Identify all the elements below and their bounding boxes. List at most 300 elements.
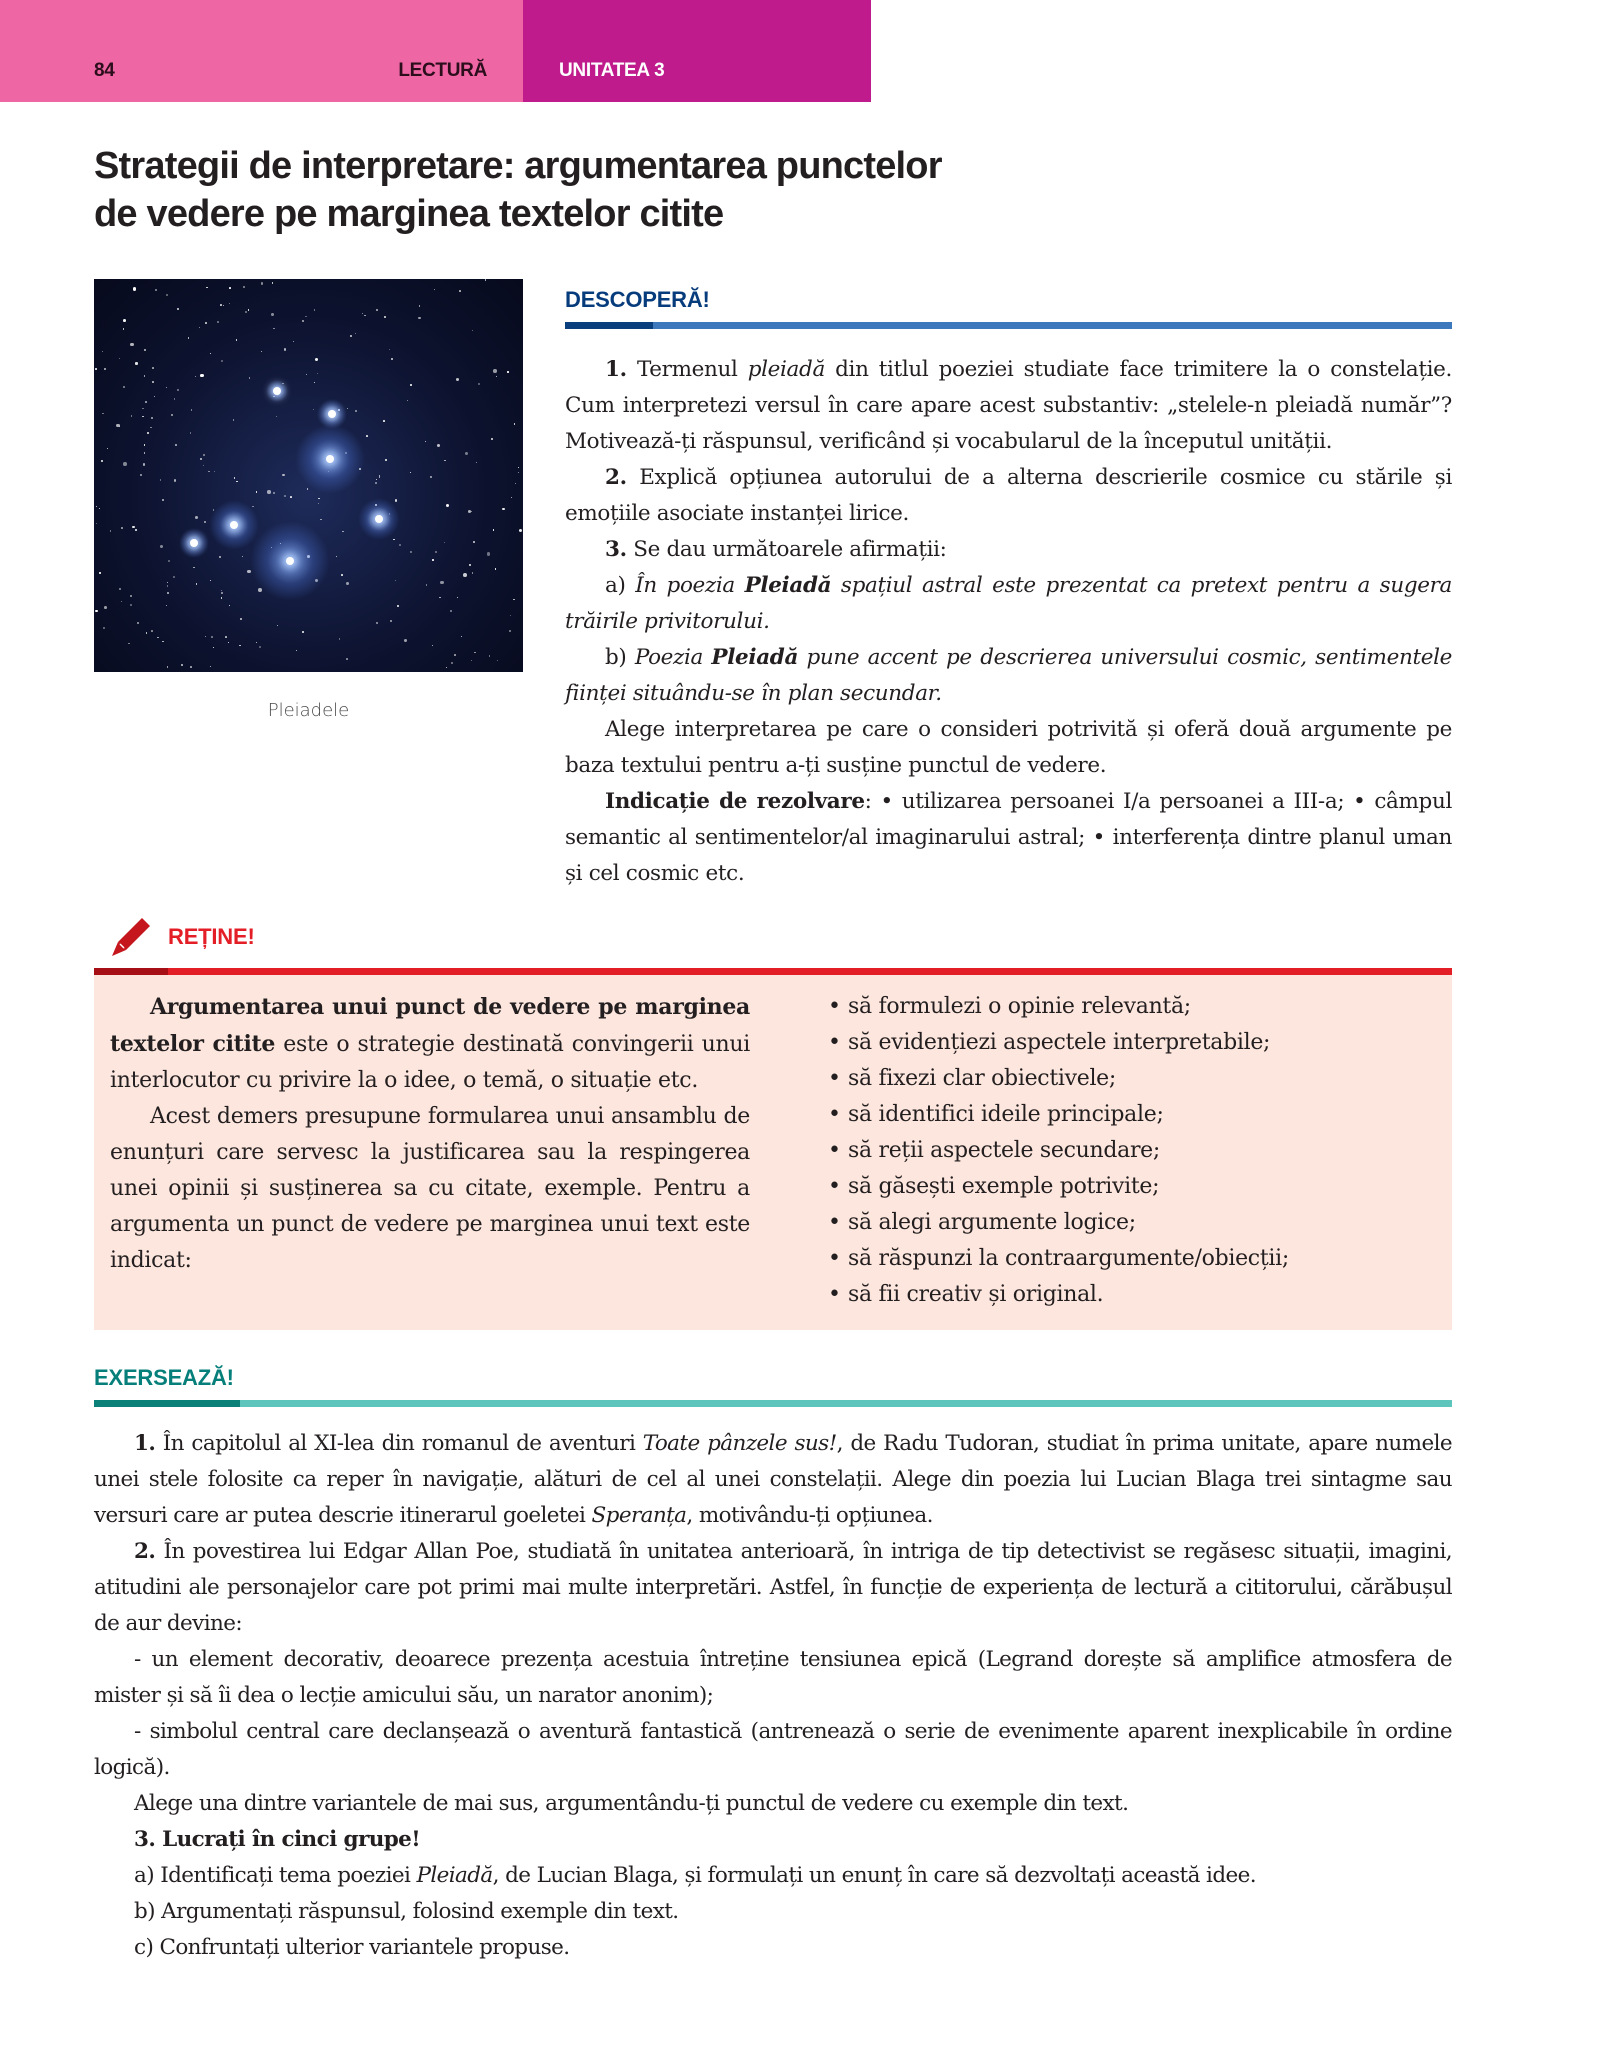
star-dot [272, 282, 274, 284]
bullet-text: să identifici ideile principale; [848, 1102, 1164, 1127]
star-dot [476, 462, 478, 464]
bright-star [375, 515, 383, 523]
star-dot [193, 567, 194, 568]
star-dot [314, 309, 316, 311]
star-dot [485, 279, 486, 280]
star-dot [487, 552, 490, 555]
descopera-heading: DESCOPERĂ! [565, 287, 710, 312]
star-dot [102, 413, 103, 414]
star-dot [155, 289, 157, 291]
star-dot [510, 615, 511, 616]
star-dot [463, 573, 467, 577]
star-dot [160, 545, 163, 548]
book-title: Toate pânzele sus! [642, 1431, 837, 1456]
star-dot [174, 479, 176, 481]
star-dot [221, 592, 223, 594]
star-dot [221, 590, 222, 591]
star-dot [130, 604, 132, 606]
page-number: 84 [94, 60, 115, 81]
star-dot [167, 582, 168, 583]
star-dot [145, 401, 147, 403]
star-dot [252, 506, 254, 508]
star-dot [190, 432, 191, 433]
star-dot [347, 408, 348, 409]
statement-bold: Pleiadă [744, 573, 832, 598]
exercise-text: În povestirea lui Edgar Allan Poe, studiată în unitatea anterioară, în intriga de tip detectivist se regăsesc situații, imagini, atitudini ale personajelor care pot primi mai multe interpretări. Astfel, în funcție de experiența de lectură a cititorului, cărăbușul de aur devine: [94, 1539, 1452, 1636]
star-dot [284, 348, 286, 350]
star-dot [142, 408, 143, 409]
star-dot [229, 605, 230, 606]
star-dot [144, 349, 145, 350]
star-dot [104, 606, 107, 609]
exercise-3-heading: 3. Lucrați în cinci grupe! [134, 1827, 421, 1852]
star-dot [320, 519, 322, 521]
star-dot [456, 378, 459, 381]
retine-box [94, 975, 1452, 1330]
exercise-number: 2. [134, 1539, 156, 1564]
star-dot [240, 618, 242, 620]
star-dot [515, 483, 516, 484]
header-right-band [523, 0, 871, 102]
bullet-text: să formulezi o opinie relevantă; [848, 994, 1191, 1019]
star-dot [395, 499, 398, 502]
star-dot [123, 328, 125, 330]
star-dot [132, 526, 134, 528]
star-dot [233, 419, 234, 420]
star-dot [96, 506, 97, 507]
star-dot [211, 636, 213, 638]
star-dot [160, 479, 161, 480]
star-dot [245, 311, 247, 313]
unit-label: UNITATEA 3 [559, 60, 665, 81]
bullet-icon: • [828, 1102, 841, 1127]
star-dot [478, 383, 480, 385]
star-dot [144, 452, 146, 454]
exercise-2-option-1: - un element decorativ, deoarece prezența acestuia întreține tensiunea epică (Legrand dorește să amplifice atmosfera de mister și să îi dea o lecție amicului său, un narator anonim); [94, 1647, 1452, 1708]
definition-paragraph-2: Acest demers presupune formularea unui ansamblu de enunțuri care servesc la justificarea sau la respingerea unei opinii și susținerea sa cu citate, exemple. Pentru a argumenta un punct de vedere pe marginea unui text este indicat: [110, 1104, 750, 1273]
retine-bullet-item [828, 1241, 1448, 1277]
poem-title: Pleiadă [416, 1863, 493, 1888]
star-dot [419, 305, 421, 307]
star-dot [474, 652, 476, 654]
star-dot [167, 666, 168, 667]
star-dot [173, 576, 175, 578]
star-dot [167, 592, 169, 594]
exercise-2-instruction: Alege una dintre variantele de mai sus, argumentându-ți punctul de vedere cu exemple din text. [134, 1791, 1129, 1816]
star-dot [390, 620, 392, 622]
star-dot [511, 497, 512, 498]
bullet-icon: • [828, 1030, 841, 1055]
star-dot [144, 375, 146, 377]
star-dot [96, 523, 98, 525]
bullet-text: să alegi argumente logice; [848, 1210, 1136, 1235]
question-3 [565, 532, 1452, 568]
star-dot [457, 597, 458, 598]
star-dot [302, 320, 304, 322]
star-dot [174, 398, 175, 399]
star-dot [507, 371, 508, 372]
star-dot [152, 367, 154, 369]
question-text: Termenul [626, 357, 748, 382]
exercise-text: , motivându-ți opțiunea. [686, 1503, 933, 1528]
star-dot [410, 472, 411, 473]
star-dot [465, 452, 468, 455]
choose-instruction: Alege interpretarea pe care o consideri potrivită și oferă două argumente pe baza textului pentru a-ți susține punctul de vedere. [565, 717, 1452, 778]
star-dot [375, 482, 377, 484]
star-dot [128, 643, 129, 644]
star-dot [497, 660, 498, 661]
question-text: Explică opțiunea autorului de a alterna descrierile cosmice cu stările și emoțiile asociate instanței lirice. [565, 465, 1452, 526]
retine-bullet-item [828, 1277, 1448, 1313]
star-dot [239, 645, 241, 647]
star-dot [444, 542, 445, 543]
star-dot [143, 463, 145, 465]
star-dot [144, 444, 145, 445]
pencil-icon [108, 912, 154, 958]
star-dot [130, 343, 133, 346]
star-dot [119, 588, 122, 591]
star-dot [426, 584, 427, 585]
star-dot [284, 495, 286, 497]
star-dot [355, 410, 357, 412]
star-dot [446, 667, 447, 668]
star-dot [196, 583, 198, 585]
page-title-line-2: de vedere pe marginea textelor citite [94, 193, 724, 235]
star-dot [110, 530, 112, 532]
definition-paragraph-1 [110, 989, 750, 1099]
star-dot [434, 289, 435, 290]
definition-text: este o strategie destinată convingerii unui interlocutor cu privire la o idee, o temă, o situație etc. [110, 1032, 750, 1093]
star-dot [213, 647, 214, 648]
star-dot [273, 328, 274, 329]
star-dot [259, 646, 261, 648]
star-dot [221, 597, 223, 599]
photo-caption: Pleiadele [267, 700, 350, 721]
bright-star [286, 557, 294, 565]
bullet-icon: • [828, 1246, 841, 1271]
star-dot [296, 650, 297, 651]
star-dot [99, 508, 101, 510]
retine-bullet-item [828, 989, 1448, 1025]
star-dot [404, 639, 407, 642]
star-dot [133, 287, 137, 291]
star-dot [439, 597, 440, 598]
star-dot [248, 309, 249, 310]
star-dot [384, 316, 386, 318]
star-dot [236, 481, 237, 482]
star-dot [461, 636, 462, 637]
star-dot [104, 368, 106, 370]
bright-star [230, 521, 238, 529]
star-dot [177, 308, 179, 310]
retine-bullet-item [828, 1133, 1448, 1169]
star-dot [430, 476, 432, 478]
star-dot [130, 595, 132, 597]
pleiades-photo [94, 279, 523, 672]
hint-text: : • utilizarea persoanei I/a persoanei a III-a; • câmpul semantic al sentimentelor/al imaginarului astral; • interferența dintre planul uman și cel cosmic etc. [565, 789, 1452, 886]
star-dot [385, 459, 387, 461]
star-dot [102, 351, 103, 352]
star-dot [282, 474, 285, 477]
star-dot [355, 333, 356, 334]
star-dot [205, 322, 207, 324]
star-dot [305, 316, 307, 318]
star-dot [191, 409, 192, 410]
star-dot [219, 556, 221, 558]
star-dot [131, 415, 133, 417]
star-dot [407, 400, 409, 402]
bullet-icon: • [828, 1066, 841, 1091]
star-dot [95, 610, 97, 612]
star-dot [95, 368, 97, 370]
star-dot [107, 448, 108, 449]
star-dot [277, 625, 278, 626]
star-dot [123, 386, 125, 388]
exerseaza-divider [94, 1400, 1452, 1407]
star-dot [166, 387, 167, 388]
star-dot [177, 389, 179, 391]
page-title [94, 142, 1094, 238]
star-dot [225, 636, 227, 638]
star-dot [495, 568, 497, 570]
star-dot [459, 290, 461, 292]
star-dot [229, 287, 231, 289]
star-dot [249, 377, 250, 378]
descopera-questions [565, 352, 1452, 892]
star-dot [393, 539, 395, 541]
solving-hint [565, 784, 1452, 892]
star-dot [519, 529, 522, 532]
star-dot [471, 511, 472, 512]
star-dot [437, 444, 440, 447]
star-dot [162, 641, 163, 642]
star-dot [376, 479, 377, 480]
star-dot [151, 417, 153, 419]
star-dot [168, 560, 170, 562]
statement-a [565, 568, 1452, 640]
star-dot [210, 666, 211, 667]
question-2 [565, 460, 1452, 532]
star-dot [210, 580, 211, 581]
star-dot [271, 313, 275, 317]
star-dot [221, 360, 223, 362]
star-dot [236, 339, 238, 341]
retine-heading: REȚINE! [168, 924, 255, 949]
statement-text: Poezia [634, 645, 712, 670]
star-dot [313, 409, 314, 410]
statement-text: spațiul astral este prezentat ca pretext pentru a sugera trăirile privitorului. [565, 573, 1452, 634]
star-dot [203, 454, 205, 456]
hint-label: Indicație de rezolvare [605, 789, 865, 814]
exercise-1 [94, 1426, 1452, 1534]
star-dot [432, 559, 433, 560]
star-dot [379, 477, 381, 479]
star-dot [383, 420, 385, 422]
star-dot [389, 349, 390, 350]
bullet-text: să fixezi clar obiectivele; [848, 1066, 1117, 1091]
page-header [0, 0, 871, 102]
star-dot [397, 605, 399, 607]
bullet-text: să găsești exemple potrivite; [848, 1174, 1160, 1199]
star-dot [210, 353, 212, 355]
star-dot [509, 630, 511, 632]
exercise-3c: c) Confruntați ulterior variantele propuse. [134, 1935, 570, 1960]
star-dot [200, 458, 202, 460]
star-dot [491, 438, 493, 440]
bullet-icon: • [828, 994, 841, 1019]
star-dot [446, 504, 449, 507]
question-italic: pleiadă [747, 357, 825, 382]
bullet-icon: • [828, 1174, 841, 1199]
star-dot [267, 490, 271, 494]
star-dot [315, 358, 318, 361]
star-dot [350, 335, 352, 337]
retine-divider [94, 968, 1452, 975]
star-dot [137, 622, 138, 623]
question-number: 1. [605, 357, 627, 382]
star-dot [135, 529, 137, 531]
bullet-icon: • [828, 1282, 841, 1307]
star-dot [166, 605, 167, 606]
header-left-band [0, 0, 523, 102]
star-dot [391, 358, 393, 360]
star-dot [362, 313, 363, 314]
star-dot [472, 572, 473, 573]
star-dot [314, 382, 315, 383]
star-dot [214, 471, 215, 472]
star-dot [366, 435, 368, 437]
star-dot [493, 369, 497, 373]
star-dot [119, 426, 120, 427]
star-dot [293, 341, 294, 342]
star-dot [101, 460, 103, 462]
star-dot [203, 465, 204, 466]
statement-bold: Pleiadă [711, 645, 799, 670]
star-dot [473, 541, 476, 544]
star-dot [146, 632, 148, 634]
star-dot [195, 376, 197, 378]
statement-label: b) [605, 645, 635, 670]
bullet-text: să răspunzi la contraargumente/obiecții; [848, 1246, 1289, 1271]
star-dot [121, 527, 123, 529]
star-dot [518, 467, 519, 468]
exerseaza-heading: EXERSEAZĂ! [94, 1365, 234, 1390]
star-dot [150, 427, 152, 429]
star-dot [450, 610, 452, 612]
exercise-3 [94, 1822, 1452, 1858]
star-dot [342, 531, 343, 532]
page-title-line-1: Strategii de interpretare: argumentarea punctelor [94, 145, 942, 187]
star-dot [99, 572, 100, 573]
statement-b [565, 640, 1452, 712]
exercise-number: 1. [134, 1431, 156, 1456]
retine-bullet-item [828, 1169, 1448, 1205]
retine-bullet-item [828, 1097, 1448, 1133]
star-dot [205, 636, 206, 637]
question-text: din titlul poeziei studiate face trimitere la o constelație. Cum interpretezi versul în care apare acest substantiv: „stelele-n pleiadă număr”? Motivează-ți răspunsul, verificând și vocabularul de la începutul unității. [565, 357, 1452, 454]
star-dot [376, 309, 378, 311]
star-dot [346, 582, 349, 585]
star-dot [471, 660, 472, 661]
star-dot [261, 351, 262, 352]
star-dot [425, 441, 426, 442]
star-dot [410, 551, 412, 553]
star-dot [302, 631, 304, 633]
star-dot [399, 544, 401, 546]
star-dot [339, 638, 341, 640]
star-dot [472, 330, 473, 331]
star-dot [306, 374, 308, 376]
star-dot [376, 622, 377, 623]
star-dot [206, 287, 208, 289]
star-dot [151, 630, 153, 632]
star-dot [468, 510, 471, 513]
star-dot [229, 303, 230, 304]
statement-text: În poezia [635, 573, 745, 598]
descopera-divider [565, 322, 1452, 329]
star-dot [395, 580, 397, 582]
statement-label: a) [605, 573, 636, 598]
star-dot [147, 432, 149, 434]
star-dot [410, 384, 412, 386]
bright-star [273, 387, 281, 395]
star-dot [444, 460, 445, 461]
bright-star [328, 410, 336, 418]
star-dot [261, 282, 264, 285]
exercise-text: , de Radu Tudoran, studiat în prima unitate, apare numele unei stele folosite ca reper în navigație, alături de cel al unei constelații. Alege din poezia lui Lucian Blaga trei sintagme sau versuri care ar putea descrie itinerarul goeletei [94, 1431, 1452, 1528]
star-dot [341, 574, 343, 576]
star-dot [435, 551, 437, 553]
star-dot [121, 601, 122, 602]
star-dot [142, 416, 144, 418]
star-dot [489, 655, 491, 657]
star-dot [493, 529, 494, 530]
star-dot [208, 471, 210, 473]
star-dot [135, 362, 137, 364]
exerseaza-exercises [94, 1426, 1452, 1966]
star-dot [346, 658, 348, 660]
star-dot [513, 599, 514, 600]
question-number: 2. [605, 465, 627, 490]
star-dot [432, 645, 433, 646]
star-dot [364, 315, 365, 316]
star-dot [204, 521, 206, 523]
question-text: Se dau următoarele afirmații: [626, 537, 947, 562]
exercise-text: , de Lucian Blaga, și formulați un enunț în care să dezvoltați această idee. [492, 1863, 1256, 1888]
star-dot [234, 477, 235, 478]
star-dot [454, 654, 456, 656]
star-dot [123, 319, 126, 322]
star-dot [336, 556, 337, 557]
star-dot [181, 664, 183, 666]
star-dot [469, 564, 470, 565]
star-dot [220, 304, 222, 306]
star-dot [123, 462, 127, 466]
star-dot [200, 374, 203, 377]
star-dot [451, 662, 453, 664]
star-dot [157, 637, 159, 639]
star-dot [190, 666, 192, 668]
retine-bullet-item [828, 1025, 1448, 1061]
star-dot [318, 498, 319, 499]
bullet-icon: • [828, 1138, 841, 1163]
star-dot [502, 508, 505, 511]
retine-bullet-item [828, 1061, 1448, 1097]
section-label: LECTURĂ [398, 60, 487, 81]
exercise-text: În capitolul al XI-lea din romanul de aventuri [155, 1431, 643, 1456]
star-dot [152, 381, 154, 383]
star-dot [242, 556, 243, 557]
